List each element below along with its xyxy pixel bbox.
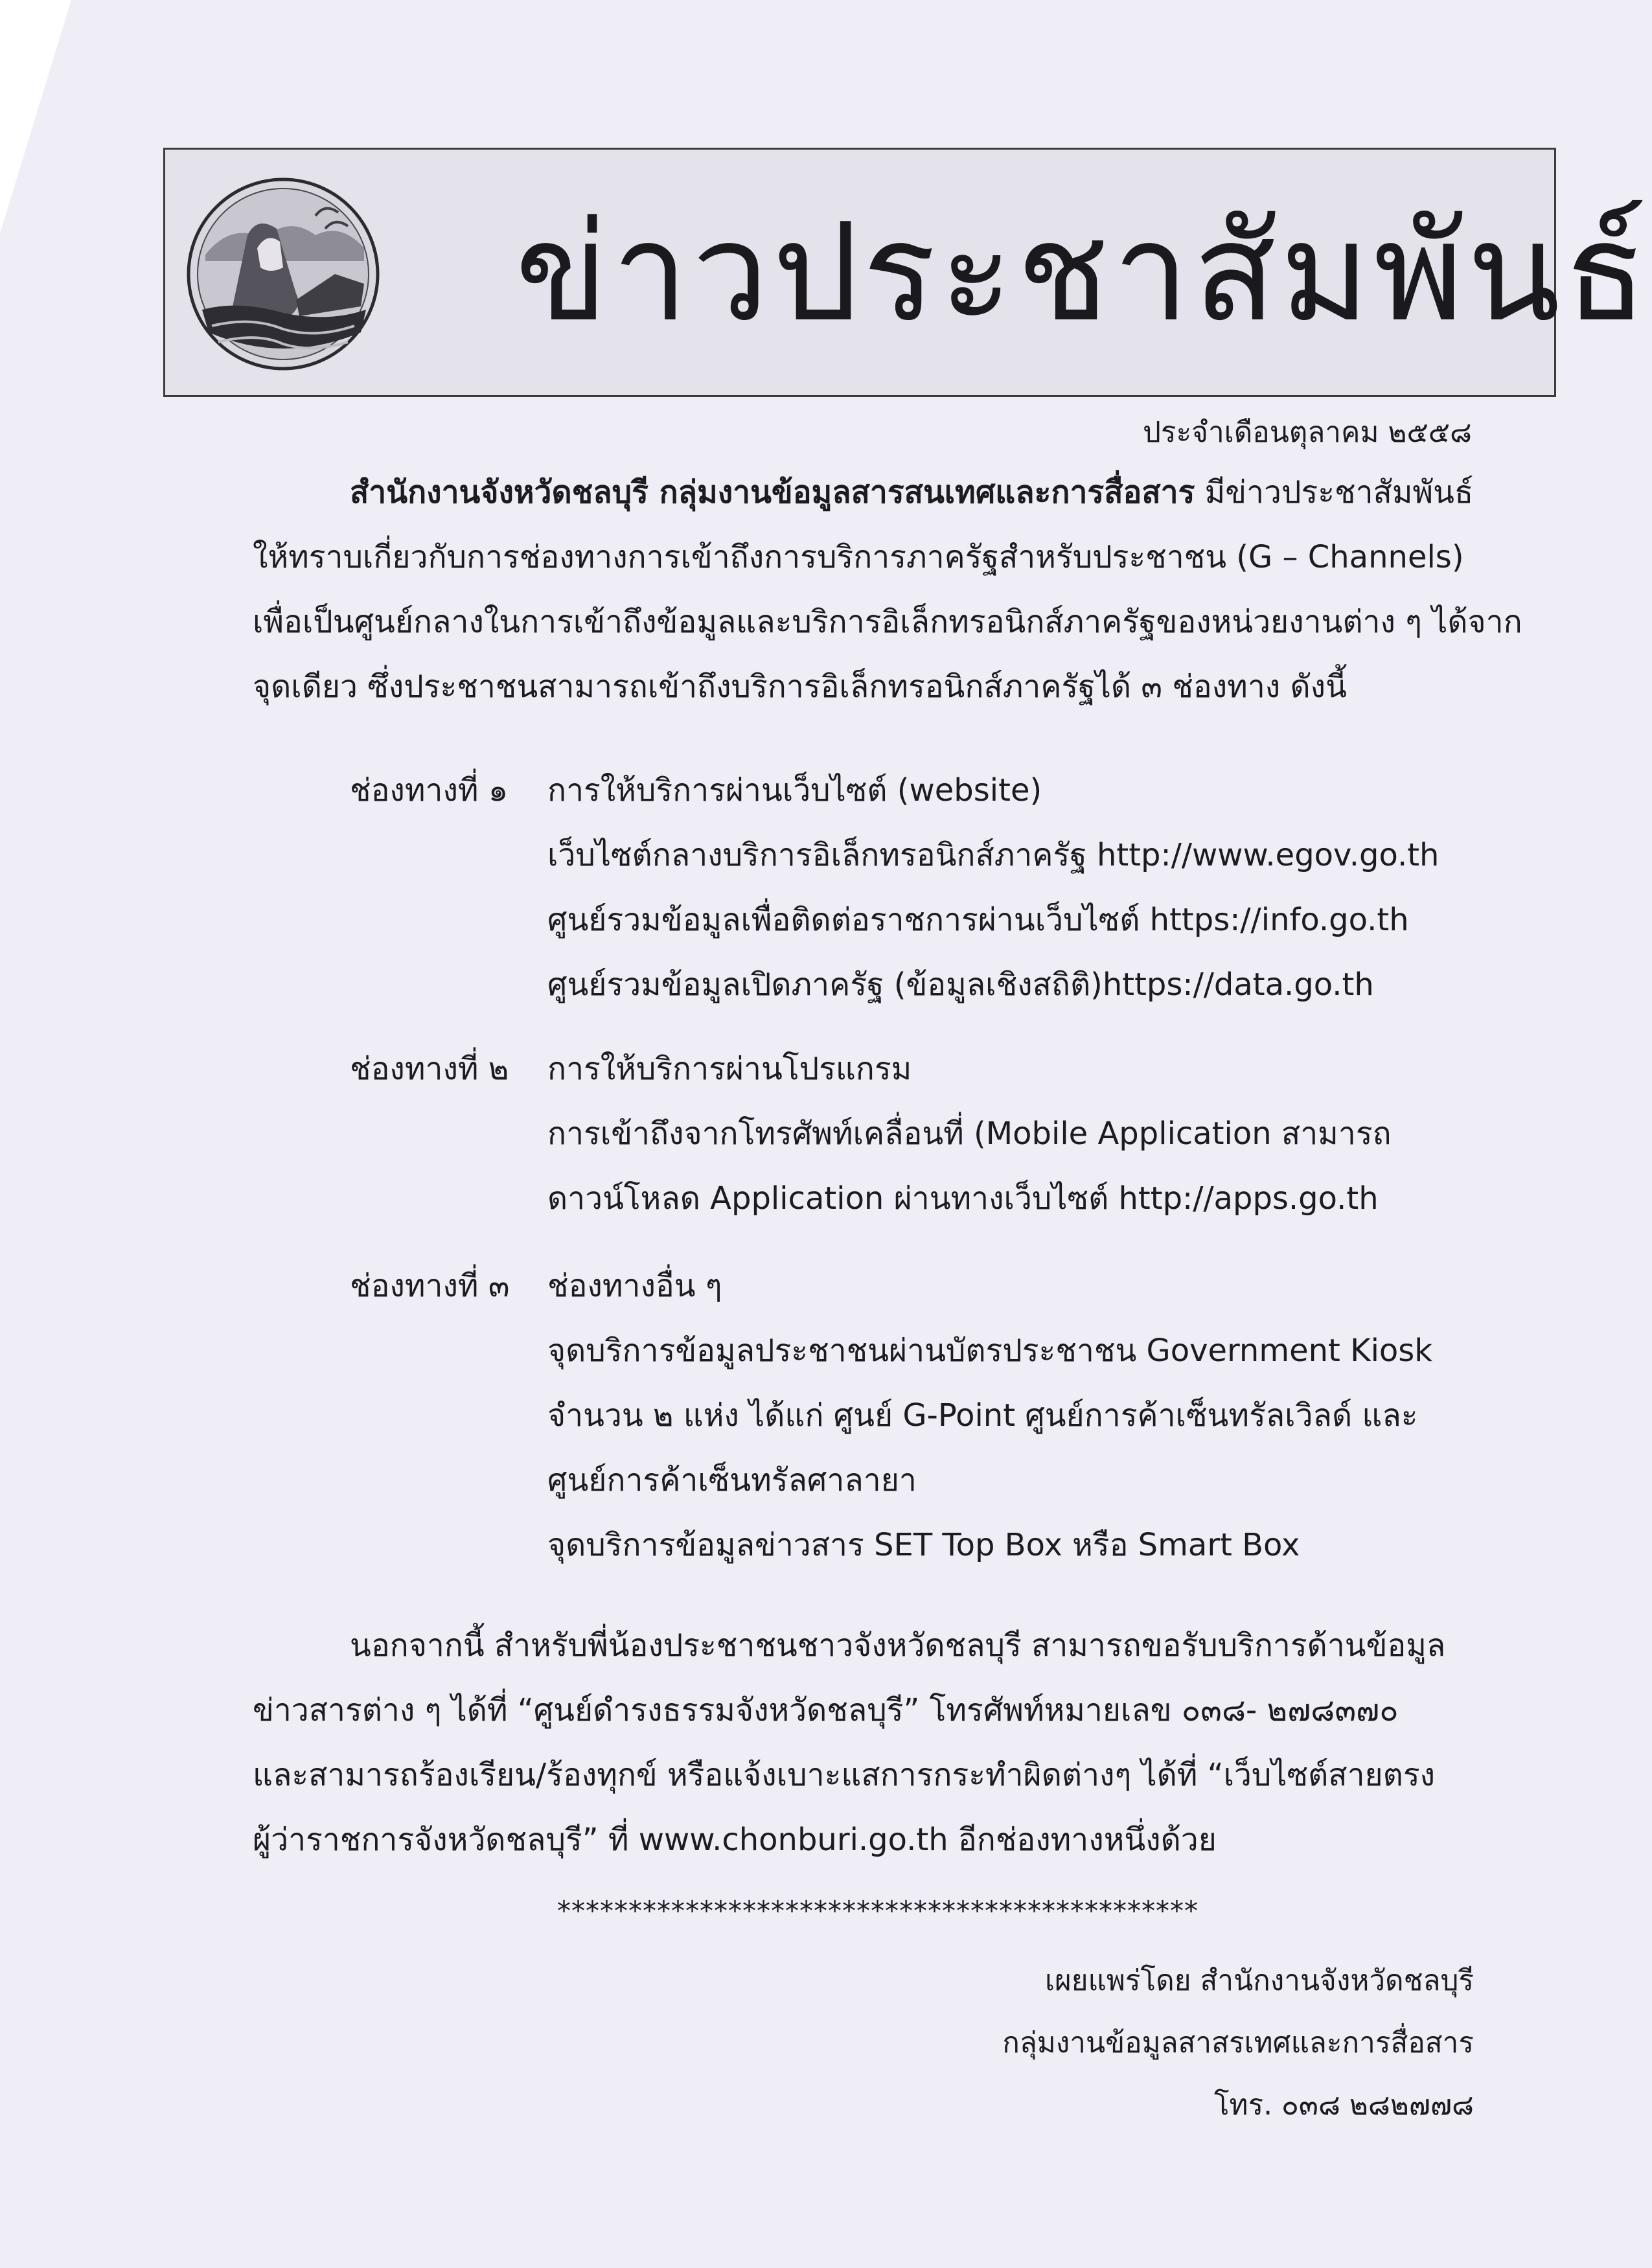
intro-line-2: ให้ทราบเกี่ยวกับการช่องทางการเข้าถึงการบริการภาครัฐสำหรับประชาชน (G – Channels) [253, 539, 1464, 575]
closing-line-3: และสามารถร้องเรียน/ร้องทุกข์ หรือแจ้งเบาะแสการกระทำผิดต่างๆ ได้ที่ “เว็บไซต์สายตรง [253, 1757, 1436, 1793]
channel-3-line: จุดบริการข้อมูลข่าวสาร SET Top Box หรือ Smart Box [547, 1527, 1300, 1563]
intro-line-4: จุดเดียว ซึ่งประชาชนสามารถเข้าถึงบริการอิเล็กทรอนิกส์ภาครัฐได้ ๓ ช่องทาง ดังนี้ [253, 669, 1347, 705]
channel-3-line: จุดบริการข้อมูลประชาชนผ่านบัตรประชาชน Government Kiosk [547, 1333, 1433, 1369]
signature-line-3: โทร. ๐๓๘ ๒๘๒๗๗๘ [1213, 2089, 1474, 2122]
channel-2-line: การให้บริการผ่านโปรแกรม [547, 1051, 912, 1087]
issue-date: ประจำเดือนตุลาคม ๒๕๕๘ [1142, 416, 1472, 449]
channel-1-line: การให้บริการผ่านเว็บไซต์ (website) [547, 772, 1042, 808]
channel-1-line: ศูนย์รวมข้อมูลเปิดภาครัฐ (ข้อมูลเชิงสถิติ)https://data.go.th [547, 967, 1374, 1003]
publisher-signature [1002, 1950, 1474, 2136]
folded-corner [0, 0, 71, 233]
channel-1-label: ช่องทางที่ ๑ [350, 772, 509, 808]
closing-line-2: ข่าวสารต่าง ๆ ได้ที่ “ศูนย์ดำรงธรรมจังหวัดชลบุรี” โทรศัพท์หมายเลข ๐๓๘- ๒๗๘๓๗๐ [253, 1692, 1399, 1728]
intro-line-3: เพื่อเป็นศูนย์กลางในการเข้าถึงข้อมูลและบริการอิเล็กทรอนิกส์ภาครัฐของหน่วยงานต่าง ๆ ได้จาก [253, 604, 1522, 640]
closing-line-1: นอกจากนี้ สำหรับพี่น้องประชาชนชาวจังหวัดชลบุรี สามารถขอรับบริการด้านข้อมูล [350, 1627, 1446, 1664]
signature-line-1: เผยแพร่โดย สำนักงานจังหวัดชลบุรี [1044, 1964, 1474, 1997]
chonburi-seal-icon [186, 177, 380, 371]
header-title: ข่าวประชาสัมพันธ์ [515, 193, 1651, 352]
channel-1-line: เว็บไซต์กลางบริการอิเล็กทรอนิกส์ภาครัฐ http://www.egov.go.th [547, 837, 1440, 873]
intro-paragraph [253, 460, 1522, 719]
channel-1-details [547, 758, 1439, 1017]
channel-2-line: ดาวน์โหลด Application ผ่านทางเว็บไซต์ http://apps.go.th [547, 1180, 1379, 1217]
intro-line-1-rest: มีข่าวประชาสัมพันธ์ [1195, 474, 1474, 510]
channel-1-line: ศูนย์รวมข้อมูลเพื่อติดต่อราชการผ่านเว็บไซต์ https://info.go.th [547, 902, 1409, 938]
closing-paragraph [253, 1613, 1477, 1872]
channel-3-details [547, 1254, 1432, 1577]
channel-3-line: ช่องทางอื่น ๆ [547, 1268, 722, 1304]
channel-2-details [547, 1037, 1392, 1231]
channel-2-label: ช่องทางที่ ๒ [350, 1051, 509, 1087]
closing-line-4: ผู้ว่าราชการจังหวัดชลบุรี” ที่ www.chonburi.go.th อีกช่องทางหนึ่งด้วย [253, 1822, 1217, 1858]
intro-line-1 [253, 460, 1477, 525]
channel-3-label: ช่องทางที่ ๓ [350, 1268, 510, 1304]
section-divider: ********************************************* [557, 1895, 1199, 1927]
channel-2-line: การเข้าถึงจากโทรศัพท์เคลื่อนที่ (Mobile Application สามารถ [547, 1116, 1392, 1152]
signature-line-2: กลุ่มงานข้อมูลสาสรเทศและการสื่อสาร [1002, 2026, 1474, 2059]
channel-3-line: จำนวน ๒ แห่ง ได้แก่ ศูนย์ G-Point ศูนย์การค้าเซ็นทรัลเวิลด์ และ [547, 1397, 1418, 1434]
header-banner [163, 148, 1651, 397]
intro-agency-name: สำนักงานจังหวัดชลบุรี กลุ่มงานข้อมูลสารสนเทศและการสื่อสาร [350, 474, 1195, 510]
channel-3-line: ศูนย์การค้าเซ็นทรัลศาลายา [547, 1462, 917, 1498]
